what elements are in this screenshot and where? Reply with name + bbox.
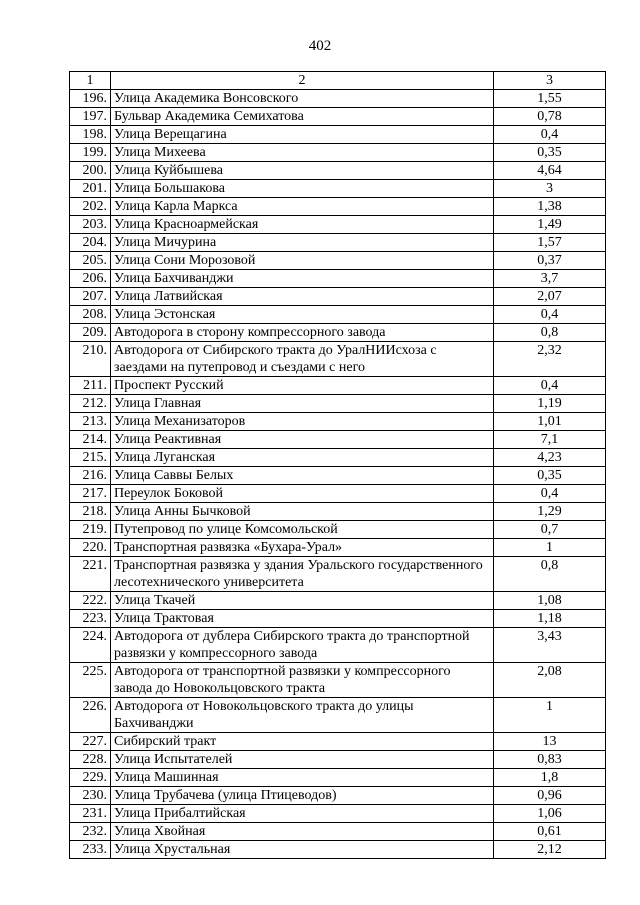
table-row (70, 467, 606, 485)
road-name: Транспортная развязка у здания Уральского государственного лесотехнического университета (111, 557, 494, 592)
road-length: 3,43 (494, 628, 606, 663)
row-number: 221. (70, 557, 111, 592)
road-length: 4,23 (494, 449, 606, 467)
road-length: 0,4 (494, 306, 606, 324)
road-name: Улица Большакова (111, 180, 494, 198)
road-length: 1,18 (494, 610, 606, 628)
road-length: 0,61 (494, 823, 606, 841)
road-length: 0,83 (494, 751, 606, 769)
road-name: Улица Прибалтийская (111, 805, 494, 823)
road-length: 4,64 (494, 162, 606, 180)
table-row (70, 733, 606, 751)
table-row (70, 698, 606, 733)
row-number: 233. (70, 841, 111, 859)
road-name: Улица Анны Бычковой (111, 503, 494, 521)
row-number: 198. (70, 126, 111, 144)
road-name: Улица Карла Маркса (111, 198, 494, 216)
row-number: 219. (70, 521, 111, 539)
row-number: 211. (70, 377, 111, 395)
row-number: 226. (70, 698, 111, 733)
row-number: 209. (70, 324, 111, 342)
road-name: Улица Машинная (111, 769, 494, 787)
row-number: 225. (70, 663, 111, 698)
table-row (70, 787, 606, 805)
table-row (70, 90, 606, 108)
table-row (70, 431, 606, 449)
road-name: Путепровод по улице Комсомольской (111, 521, 494, 539)
row-number: 229. (70, 769, 111, 787)
column-header-1: 1 (70, 72, 111, 90)
row-number: 214. (70, 431, 111, 449)
road-length: 2,32 (494, 342, 606, 377)
table-row (70, 610, 606, 628)
table-row (70, 198, 606, 216)
road-name: Улица Испытателей (111, 751, 494, 769)
road-name: Улица Луганская (111, 449, 494, 467)
road-length: 1,55 (494, 90, 606, 108)
table-row (70, 449, 606, 467)
road-length: 2,07 (494, 288, 606, 306)
road-length: 0,4 (494, 377, 606, 395)
road-length: 1,38 (494, 198, 606, 216)
row-number: 224. (70, 628, 111, 663)
road-length: 3 (494, 180, 606, 198)
road-name: Транспортная развязка «Бухара-Урал» (111, 539, 494, 557)
road-length: 0,8 (494, 324, 606, 342)
row-number: 202. (70, 198, 111, 216)
road-name: Проспект Русский (111, 377, 494, 395)
table-row (70, 521, 606, 539)
row-number: 205. (70, 252, 111, 270)
row-number: 232. (70, 823, 111, 841)
road-length: 13 (494, 733, 606, 751)
page-number: 402 (308, 38, 332, 54)
road-name: Улица Саввы Белых (111, 467, 494, 485)
table-row (70, 144, 606, 162)
table-row (70, 252, 606, 270)
road-length: 0,7 (494, 521, 606, 539)
road-length: 1 (494, 698, 606, 733)
table-row (70, 413, 606, 431)
column-header-3: 3 (494, 72, 606, 90)
row-number: 203. (70, 216, 111, 234)
road-name: Бульвар Академика Семихатова (111, 108, 494, 126)
road-name: Автодорога от Новокольцовского тракта до улицы Бахчиванджи (111, 698, 494, 733)
road-length: 1,19 (494, 395, 606, 413)
road-name: Улица Механизаторов (111, 413, 494, 431)
table-row (70, 539, 606, 557)
road-name: Улица Сони Морозовой (111, 252, 494, 270)
table-row (70, 663, 606, 698)
road-name: Улица Хвойная (111, 823, 494, 841)
table-row (70, 180, 606, 198)
road-length: 1 (494, 539, 606, 557)
table-row (70, 234, 606, 252)
table-row (70, 841, 606, 859)
table-row (70, 751, 606, 769)
row-number: 227. (70, 733, 111, 751)
table-row (70, 162, 606, 180)
road-name: Автодорога от Сибирского тракта до УралНИИсхоза с заездами на путепровод и съездами с него (111, 342, 494, 377)
road-name: Улица Куйбышева (111, 162, 494, 180)
road-name: Переулок Боковой (111, 485, 494, 503)
road-name: Улица Академика Вонсовского (111, 90, 494, 108)
road-length: 1,49 (494, 216, 606, 234)
column-header-2: 2 (111, 72, 494, 90)
road-length: 0,37 (494, 252, 606, 270)
table-row (70, 395, 606, 413)
road-length: 0,96 (494, 787, 606, 805)
road-length: 2,12 (494, 841, 606, 859)
table-row (70, 108, 606, 126)
row-number: 207. (70, 288, 111, 306)
road-length: 1,29 (494, 503, 606, 521)
road-name: Улица Бахчиванджи (111, 270, 494, 288)
row-number: 200. (70, 162, 111, 180)
row-number: 197. (70, 108, 111, 126)
road-name: Улица Хрустальная (111, 841, 494, 859)
road-length: 7,1 (494, 431, 606, 449)
table-header-row (70, 72, 606, 90)
road-length: 2,08 (494, 663, 606, 698)
table-body (70, 90, 606, 859)
row-number: 208. (70, 306, 111, 324)
road-name: Улица Трубачева (улица Птицеводов) (111, 787, 494, 805)
table-row (70, 324, 606, 342)
road-length: 0,35 (494, 467, 606, 485)
road-name: Автодорога в сторону компрессорного завода (111, 324, 494, 342)
table-row (70, 485, 606, 503)
table-row (70, 306, 606, 324)
road-name: Улица Главная (111, 395, 494, 413)
road-name: Улица Верещагина (111, 126, 494, 144)
road-name: Улица Латвийская (111, 288, 494, 306)
road-name: Улица Михеева (111, 144, 494, 162)
road-length: 1,06 (494, 805, 606, 823)
road-name: Улица Мичурина (111, 234, 494, 252)
road-length: 1,08 (494, 592, 606, 610)
table-row (70, 126, 606, 144)
row-number: 204. (70, 234, 111, 252)
row-number: 210. (70, 342, 111, 377)
table-row (70, 216, 606, 234)
road-length: 1,57 (494, 234, 606, 252)
row-number: 215. (70, 449, 111, 467)
road-length: 0,78 (494, 108, 606, 126)
road-name: Улица Эстонская (111, 306, 494, 324)
row-number: 223. (70, 610, 111, 628)
road-name: Сибирский тракт (111, 733, 494, 751)
road-length: 3,7 (494, 270, 606, 288)
row-number: 206. (70, 270, 111, 288)
row-number: 199. (70, 144, 111, 162)
road-length: 0,35 (494, 144, 606, 162)
row-number: 216. (70, 467, 111, 485)
row-number: 212. (70, 395, 111, 413)
table-row (70, 342, 606, 377)
table-row (70, 628, 606, 663)
row-number: 213. (70, 413, 111, 431)
row-number: 230. (70, 787, 111, 805)
road-name: Улица Ткачей (111, 592, 494, 610)
table-row (70, 769, 606, 787)
row-number: 228. (70, 751, 111, 769)
table-row (70, 823, 606, 841)
row-number: 217. (70, 485, 111, 503)
road-name: Автодорога от дублера Сибирского тракта до транспортной развязки у компрессорного завода (111, 628, 494, 663)
table-row (70, 503, 606, 521)
table-row (70, 288, 606, 306)
table-row (70, 592, 606, 610)
road-length: 1,01 (494, 413, 606, 431)
row-number: 231. (70, 805, 111, 823)
road-name: Улица Реактивная (111, 431, 494, 449)
road-length: 0,4 (494, 126, 606, 144)
road-length-table (69, 71, 606, 859)
row-number: 201. (70, 180, 111, 198)
table-row (70, 557, 606, 592)
road-length: 0,8 (494, 557, 606, 592)
table-row (70, 377, 606, 395)
road-length: 1,8 (494, 769, 606, 787)
table-row (70, 805, 606, 823)
table-row (70, 270, 606, 288)
row-number: 220. (70, 539, 111, 557)
row-number: 218. (70, 503, 111, 521)
road-name: Улица Трактовая (111, 610, 494, 628)
road-length: 0,4 (494, 485, 606, 503)
row-number: 196. (70, 90, 111, 108)
road-name: Улица Красноармейская (111, 216, 494, 234)
row-number: 222. (70, 592, 111, 610)
road-name: Автодорога от транспортной развязки у компрессорного завода до Новокольцовского тракта (111, 663, 494, 698)
